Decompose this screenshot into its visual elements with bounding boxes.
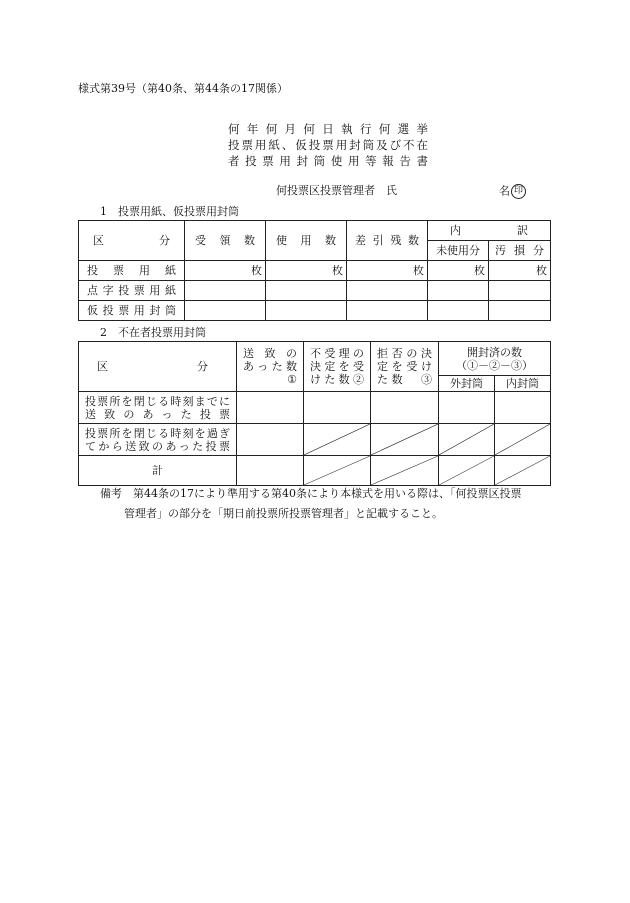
section1-heading: 1 投票用紙、仮投票用封筒 bbox=[100, 205, 239, 218]
table-row bbox=[79, 456, 551, 486]
name-char: 名 bbox=[499, 184, 510, 198]
cell-received: 枚 bbox=[185, 261, 266, 281]
cell-remaining bbox=[347, 281, 428, 301]
table-row bbox=[79, 301, 551, 321]
cell-sent bbox=[237, 456, 304, 486]
cell-used: 枚 bbox=[266, 261, 347, 281]
section2-heading: 2 不在者投票用封筒 bbox=[100, 326, 206, 339]
cell-received bbox=[185, 281, 266, 301]
header-category: 区 分 bbox=[79, 342, 237, 392]
ballot-paper-table bbox=[78, 220, 551, 321]
header-rejected: 拒否の決 定を受け た数 ③ bbox=[371, 342, 439, 392]
cell-rejected bbox=[371, 392, 439, 424]
cell-inner-struck bbox=[495, 424, 551, 456]
row-label: 点字投票用紙 bbox=[79, 281, 185, 301]
title-line-3: 者投票用封筒使用等報告書 bbox=[228, 154, 428, 168]
header-unused: 未使用分 bbox=[428, 241, 489, 261]
row-label: 投票用紙 bbox=[79, 261, 185, 281]
row-label: 投票所を閉じる時刻を過ぎ てから送致のあった投票 bbox=[79, 424, 237, 456]
cell-not-accepted-struck bbox=[304, 424, 371, 456]
table-row bbox=[79, 261, 551, 281]
cell-unused: 枚 bbox=[428, 261, 489, 281]
cell-used bbox=[266, 281, 347, 301]
seal-mark: 印 bbox=[511, 184, 526, 199]
header-remaining: 差引残数 bbox=[347, 221, 428, 261]
header-category: 区 分 bbox=[79, 221, 185, 261]
cell-unused bbox=[428, 301, 489, 321]
cell-sent bbox=[237, 424, 304, 456]
cell-outer-struck bbox=[439, 456, 495, 486]
table-row bbox=[79, 392, 551, 424]
cell-rejected-struck bbox=[371, 424, 439, 456]
cell-not-accepted bbox=[304, 392, 371, 424]
cell-inner-struck bbox=[495, 456, 551, 486]
row-label: 仮投票用封筒 bbox=[79, 301, 185, 321]
header-breakdown: 内 訳 bbox=[428, 221, 551, 241]
cell-outer-struck bbox=[439, 424, 495, 456]
cell-damaged: 枚 bbox=[489, 261, 551, 281]
signature-name bbox=[499, 184, 526, 199]
cell-damaged bbox=[489, 301, 551, 321]
official-title: 何投票区投票管理者 氏 bbox=[276, 184, 397, 197]
cell-received bbox=[185, 301, 266, 321]
header-used: 使用数 bbox=[266, 221, 347, 261]
cell-rejected-struck bbox=[371, 456, 439, 486]
table-row bbox=[79, 424, 551, 456]
title-line-1: 何年何月何日執行何選挙 bbox=[228, 122, 428, 136]
row-label-total: 計 bbox=[79, 456, 237, 486]
cell-inner bbox=[495, 392, 551, 424]
table-row bbox=[79, 281, 551, 301]
header-not-accepted: 不受理の 決定を受 けた数② bbox=[304, 342, 371, 392]
cell-sent bbox=[237, 392, 304, 424]
title-line-2: 投票用紙、仮投票用封筒及び不在 bbox=[228, 138, 428, 152]
remarks-line-1: 備考 第44条の17により準用する第40条により本様式を用いる際は、「何投票区投票 bbox=[100, 487, 522, 500]
document-title bbox=[228, 121, 428, 169]
row-label: 投票所を閉じる時刻までに 送致のあった投票 bbox=[79, 392, 237, 424]
cell-remaining bbox=[347, 301, 428, 321]
cell-remaining: 枚 bbox=[347, 261, 428, 281]
remarks-line-2: 管理者」の部分を「期日前投票所投票管理者」と記載すること。 bbox=[124, 507, 443, 520]
remarks bbox=[100, 484, 522, 524]
absentee-envelope-table bbox=[78, 341, 551, 486]
header-opened: 開封済の数 （①－②－③） bbox=[439, 342, 551, 376]
form-number: 様式第39号（第40条、第44条の17関係） bbox=[78, 82, 288, 95]
cell-not-accepted-struck bbox=[304, 456, 371, 486]
header-inner-envelope: 内封筒 bbox=[495, 376, 551, 392]
cell-unused bbox=[428, 281, 489, 301]
cell-damaged bbox=[489, 281, 551, 301]
header-damaged: 汚損分 bbox=[489, 241, 551, 261]
cell-used bbox=[266, 301, 347, 321]
header-sent: 送致の あった数 ① bbox=[237, 342, 304, 392]
header-received: 受領数 bbox=[185, 221, 266, 261]
cell-outer bbox=[439, 392, 495, 424]
header-outer-envelope: 外封筒 bbox=[439, 376, 495, 392]
